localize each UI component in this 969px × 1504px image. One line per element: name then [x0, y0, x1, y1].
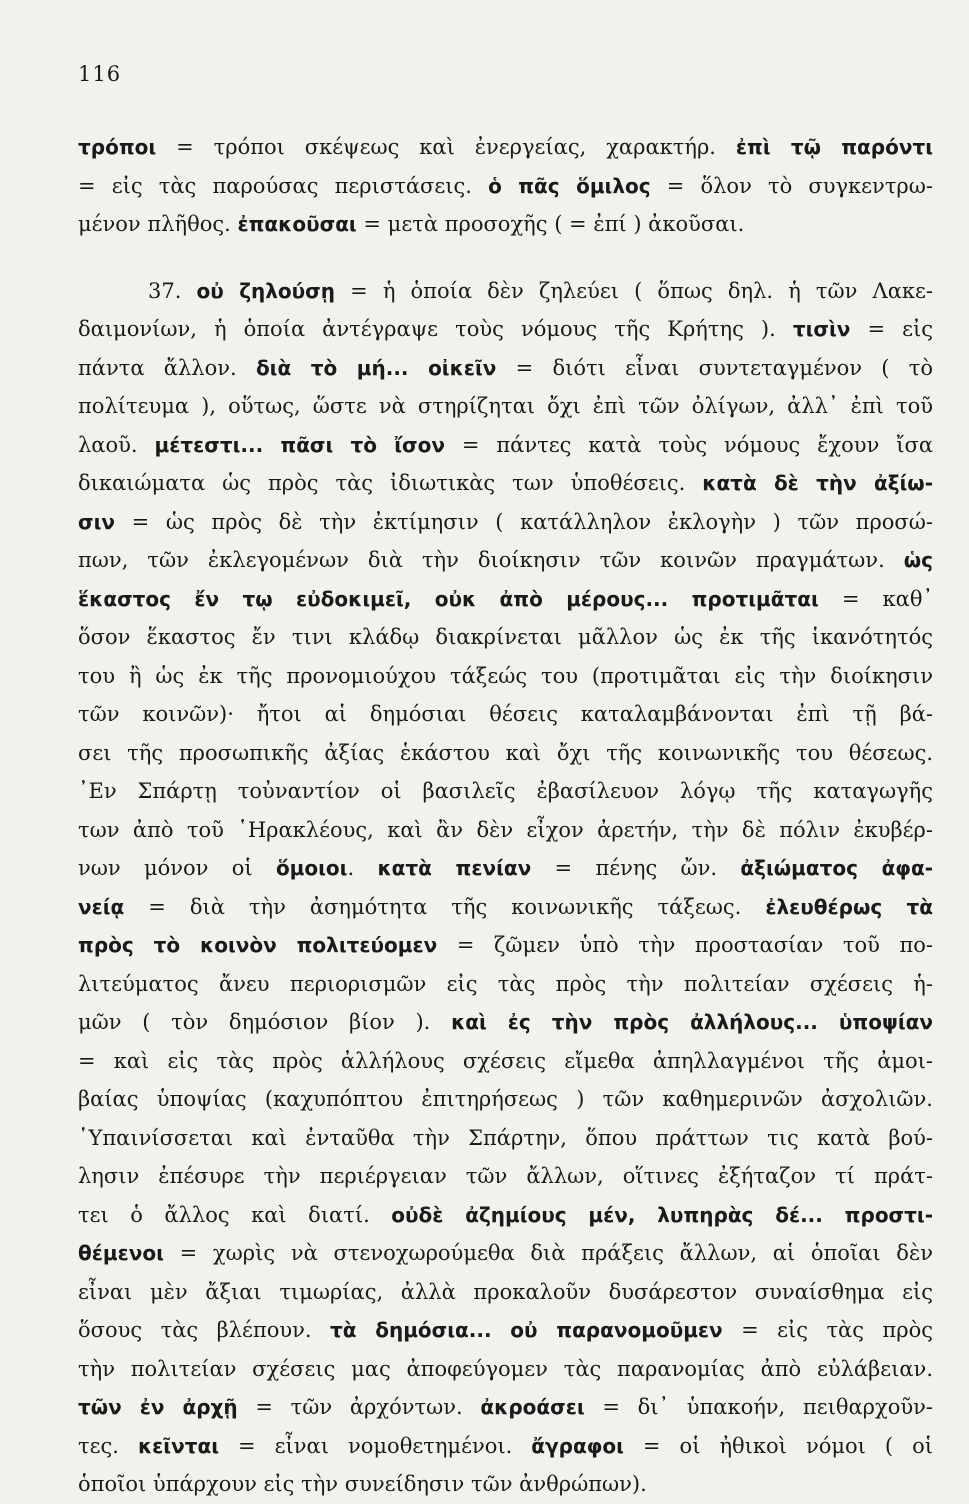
lemma-term: νείᾳ	[78, 894, 125, 919]
gloss-text: πολίτευμα ), οὕτως, ὥστε νὰ στηρίζηται ὄχι ἐπὶ τῶν ὀλίγων, ἀλλ᾽ ἐπὶ τοῦ	[78, 394, 933, 418]
gloss-text: πάντα ἄλλον.	[78, 355, 256, 380]
lemma-term: διὰ τὸ μή... οἰκεῖν	[255, 355, 497, 380]
gloss-text: ῾Υπαινίσσεται καὶ ἐνταῦθα τὴν Σπάρτην, ὅπου πράττων τις κατὰ βού-	[78, 1125, 933, 1150]
text-line	[78, 464, 933, 503]
lemma-term: ἐπακοῦσαι	[237, 212, 357, 236]
text-line	[78, 272, 933, 311]
gloss-text: = δι᾽ ὑπακοήν, πειθαρχοῦν-	[584, 1395, 933, 1419]
page-number: 116	[78, 62, 122, 86]
text-body	[78, 128, 933, 1504]
gloss-text: τὴν πολιτείαν σχέσεις μας ἀποφεύγομεν τὰς παρανομίας ἀπὸ εὐλάβειαν.	[78, 1356, 933, 1381]
gloss-text: = ὅλον τὸ συγκεντρω-	[650, 173, 933, 198]
lemma-term: κατὰ δὲ τὴν ἀξίω-	[702, 471, 933, 495]
gloss-text: = πένης ὤν.	[531, 856, 741, 880]
text-line	[78, 849, 933, 888]
gloss-text: = ἡ ὁποία δὲν ζηλεύει ( ὅπως δηλ. ἡ τῶν Λακε-	[334, 278, 933, 303]
gloss-text: μένον πλῆθος.	[78, 212, 238, 236]
text-line	[78, 657, 933, 696]
gloss-text: = μετὰ προσοχῆς ( = ἐπί ) ἀκοῦσαι.	[356, 212, 745, 236]
lemma-term: τὰ δημόσια... οὐ παρανομοῦμεν	[330, 1318, 723, 1342]
lemma-term: οὐ ζηλούσῃ	[196, 278, 335, 303]
lemma-term: κεῖνται	[137, 1433, 220, 1458]
gloss-text: τες.	[78, 1433, 138, 1458]
gloss-text: του ἢ ὡς ἐκ τῆς προνομιούχου τάξεώς του (προτιμᾶται εἰς τὴν διοίκησιν	[78, 663, 933, 688]
text-line	[78, 888, 933, 927]
gloss-text: = οἱ ἠθικοὶ νόμοι ( οἱ	[623, 1433, 933, 1458]
text-line	[78, 580, 933, 619]
lemma-term: τῶν ἐν ἀρχῇ	[78, 1395, 238, 1419]
text-line	[78, 167, 933, 206]
text-line	[78, 734, 933, 773]
text-line	[78, 1196, 933, 1235]
lemma-term: ἕκαστος ἔν τῳ εὐδοκιμεῖ, οὐκ ἀπὸ μέρους... προτιμᾶται	[78, 586, 819, 611]
gloss-text: ὅσους τὰς βλέπουν.	[78, 1318, 330, 1342]
text-line	[78, 772, 933, 811]
gloss-text: εἶναι μὲν ἄξιαι τιμωρίας, ἀλλὰ προκαλοῦν δυσάρεστον συναίσθημα εἰς	[78, 1279, 933, 1304]
text-line	[78, 811, 933, 850]
gloss-text: βαίας ὑποψίας (καχυπόπτου ἐπιτηρήσεως ) τῶν καθημερινῶν ἀσχολιῶν.	[78, 1087, 933, 1111]
text-line	[78, 1119, 933, 1158]
gloss-text: .	[347, 856, 378, 880]
gloss-text: λιτεύματος ἄνευ περιορισμῶν εἰς τὰς πρὸς τὴν πολιτείαν σχέσεις ἡ-	[78, 971, 933, 996]
text-line	[78, 1388, 933, 1427]
text-line	[78, 1234, 933, 1273]
text-line	[78, 1350, 933, 1389]
gloss-text: 37.	[148, 278, 197, 303]
gloss-text: = καθ᾽	[818, 586, 933, 611]
gloss-text: δαιμονίων, ἡ ὁποία ἀντέγραψε τοὺς νόμους τῆς Κρήτης ).	[78, 317, 793, 341]
gloss-text: ὅσον ἕκαστος ἔν τινι κλάδῳ διακρίνεται μᾶλλον ὡς ἐκ τῆς ἱκανότητός	[78, 625, 933, 649]
lemma-term: μέτεστι... πᾶσι τὸ ἴσον	[154, 432, 445, 457]
gloss-text: τει ὁ ἄλλος καὶ διατί.	[78, 1202, 392, 1227]
lemma-term: ὅμοιοι	[275, 856, 348, 880]
gloss-text: = εἰς τὰς πρὸς	[722, 1318, 933, 1342]
gloss-text: λησιν ἐπέσυρε τὴν περιέργειαν τῶν ἄλλων, οἵτινες ἐξήταζον τί πράτ-	[78, 1164, 933, 1188]
text-line	[78, 965, 933, 1004]
gloss-text: νων μόνον οἱ	[78, 856, 276, 880]
text-line	[78, 618, 933, 657]
text-line	[78, 541, 933, 580]
text-line	[78, 1080, 933, 1119]
gloss-text: λαοῦ.	[78, 432, 155, 457]
gloss-text: των ἀπὸ τοῦ ῾Ηρακλέους, καὶ ἂν δὲν εἶχον ἀρετήν, τὴν δὲ πόλιν ἐκυβέρ-	[78, 817, 933, 842]
gloss-text: = χωρὶς νὰ στενοχωρούμεθα διὰ πράξεις ἄλλων, αἱ ὁποῖαι δὲν	[163, 1241, 933, 1265]
lemma-term: ἄγραφοι	[531, 1433, 624, 1458]
gloss-text: = τῶν ἀρχόντων.	[237, 1395, 481, 1419]
gloss-text: πων, τῶν ἐκλεγομένων διὰ τὴν διοίκησιν τῶν κοινῶν πραγμάτων.	[78, 548, 904, 572]
text-line	[78, 926, 933, 965]
lemma-term: ἀκροάσει	[480, 1395, 585, 1419]
text-line	[78, 503, 933, 542]
text-line	[78, 426, 933, 465]
text-line	[78, 1465, 933, 1504]
gloss-text: τῶν κοινῶν)· ἤτοι αἱ δημόσιαι θέσεις καταλαμβάνονται ἐπὶ τῇ βά-	[78, 702, 933, 726]
gloss-text: = διότι εἶναι συντεταγμένον ( τὸ	[496, 355, 933, 380]
text-line	[78, 1042, 933, 1081]
lemma-term: πρὸς τὸ κοινὸν πολιτεύομεν	[78, 933, 438, 957]
gloss-text: δικαιώματα ὡς πρὸς τὰς ἰδιωτικὰς των ὑποθέσεις.	[78, 471, 703, 495]
gloss-text: = εἶναι νομοθετημένοι.	[219, 1433, 532, 1458]
text-line	[78, 349, 933, 388]
text-line	[78, 1311, 933, 1350]
text-line	[78, 1157, 933, 1196]
text-line	[78, 310, 933, 349]
text-line	[78, 205, 933, 244]
gloss-text: = εἰς τὰς παρούσας περιστάσεις.	[78, 173, 489, 198]
gloss-text: = τρόποι σκέψεως καὶ ἐνεργείας, χαρακτήρ.	[156, 135, 736, 159]
lemma-term: θέμενοι	[78, 1241, 164, 1265]
gloss-text: = καὶ εἰς τὰς πρὸς ἀλλήλους σχέσεις εἴμεθα ἀπηλλαγμένοι τῆς ἀμοι-	[78, 1048, 933, 1073]
text-line	[78, 387, 933, 426]
lemma-term: τρόποι	[78, 135, 157, 159]
lemma-term: ἐπὶ τῷ παρόντι	[735, 135, 933, 159]
lemma-term: οὐδὲ ἀζημίους μέν, λυπηρὰς δέ... προστι-	[391, 1202, 933, 1227]
paragraph-gap	[78, 244, 933, 272]
lemma-term: ὡς	[903, 548, 933, 572]
text-line	[78, 128, 933, 167]
gloss-text: = ὡς πρὸς δὲ τὴν ἐκτίμησιν ( κατάλληλον ἐκλογὴν ) τῶν προσώ-	[115, 509, 933, 534]
lemma-term: ἀξιώματος ἀφα-	[740, 856, 933, 880]
text-line	[78, 1427, 933, 1466]
gloss-text: ᾿Εν Σπάρτῃ τοὐναντίον οἱ βασιλεῖς ἐβασίλευον λόγῳ τῆς καταγωγῆς	[78, 779, 933, 803]
gloss-text: μῶν ( τὸν δημόσιον βίον ).	[78, 1010, 452, 1034]
gloss-text: = ζῶμεν ὑπὸ τὴν προστασίαν τοῦ πο-	[437, 933, 933, 957]
gloss-text: σει τῆς προσωπικῆς ἀξίας ἑκάστου καὶ ὄχι τῆς κοινωνικῆς του θέσεως.	[78, 740, 933, 765]
gloss-text: ὁποῖοι ὑπάρχουν εἰς τὴν συνείδησιν τῶν ἀνθρώπων).	[78, 1472, 647, 1496]
lemma-term: καὶ ἐς τὴν πρὸς ἀλλήλους... ὑποψίαν	[451, 1010, 933, 1034]
lemma-term: κατὰ πενίαν	[377, 856, 532, 880]
text-line	[78, 1273, 933, 1312]
text-line	[78, 695, 933, 734]
lemma-term: τισὶν	[792, 317, 851, 341]
gloss-text: = διὰ τὴν ἀσημότητα τῆς κοινωνικῆς τάξεως.	[124, 894, 766, 919]
lemma-term: ὁ πᾶς ὅμιλος	[488, 173, 651, 198]
lemma-term: ἐλευθέρως τὰ	[765, 894, 933, 919]
text-line	[78, 1003, 933, 1042]
lemma-term: σιν	[78, 509, 115, 534]
gloss-text: = εἰς	[850, 317, 933, 341]
gloss-text: = πάντες κατὰ τοὺς νόμους ἔχουν ἴσα	[444, 432, 933, 457]
